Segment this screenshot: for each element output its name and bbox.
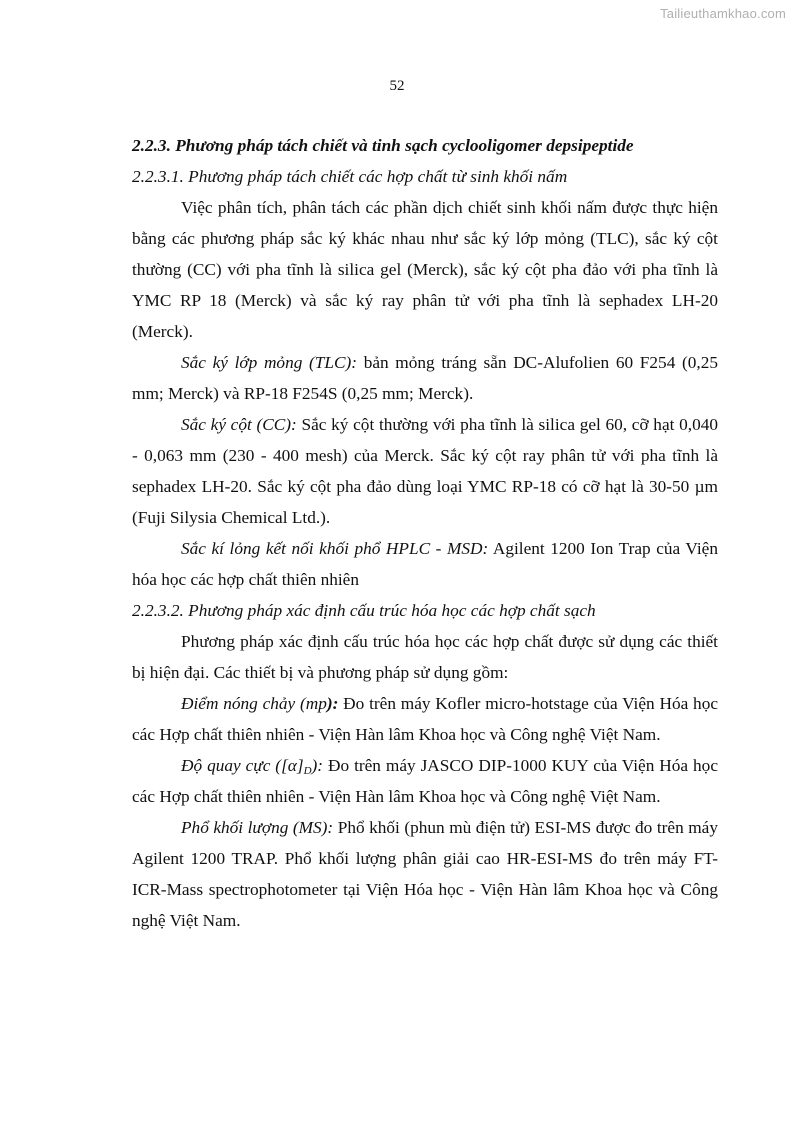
watermark: Tailieuthamkhao.com: [660, 6, 786, 21]
cc-text: Sắc ký cột thường với pha tĩnh là silica gel 60, cỡ hạt 0,040 - 0,063 mm (230 - 400 mesh) của Merck. Sắc ký cột ray phân tử với pha tĩnh là sephadex LH-20. Sắc ký cột pha đảo dùng loại YMC RP-18 có cỡ hạt là 30-50 µm (Fuji Silysia Chemical Ltd.).: [132, 415, 718, 527]
ms-label: Phổ khối lượng (MS):: [181, 818, 334, 837]
document-body: [132, 130, 718, 936]
paragraph-mass-spec: [132, 812, 718, 936]
paragraph-cc: [132, 409, 718, 533]
mp-label: Điểm nóng chảy (mp: [181, 694, 327, 713]
rotation-label-end: ):: [311, 756, 324, 775]
subsection-heading-extraction: 2.2.3.1. Phương pháp tách chiết các hợp chất từ sinh khối nấm: [132, 167, 568, 186]
paragraph-hplc: [132, 533, 718, 595]
paragraph-intro: Việc phân tích, phân tách các phần dịch chiết sinh khối nấm được thực hiện bằng các phương pháp sắc ký khác nhau như sắc ký lớp mỏng (TLC), sắc ký cột thường (CC) với pha tĩnh là silica gel (Merck), sắc ký cột pha đảo với pha tĩnh là YMC RP 18 (Merck) và sắc ký ray phân tử với pha tĩnh là sephadex LH-20 (Merck).: [132, 198, 718, 341]
rotation-label: Độ quay cực ([α]: [181, 756, 304, 775]
ms-text: Phổ khối (phun mù điện tử) ESI-MS được đo trên máy Agilent 1200 TRAP. Phổ khối lượng phân giải cao HR-ESI-MS đo trên máy FT-ICR-Mass spectrophotometer tại Viện Hóa học - Viện Hàn lâm Khoa học và Công nghệ Việt Nam.: [132, 818, 718, 930]
paragraph-tlc: [132, 347, 718, 409]
paragraph-methods: Phương pháp xác định cấu trúc hóa học các hợp chất được sử dụng các thiết bị hiện đại. Các thiết bị và phương pháp sử dụng gồm:: [132, 632, 718, 682]
rotation-subscript: D: [303, 765, 312, 777]
rotation-text: Đo trên máy JASCO DIP-1000 KUY của Viện Hóa học các Hợp chất thiên nhiên - Viện Hàn lâm Khoa học và Công nghệ Việt Nam.: [132, 756, 718, 806]
hplc-label: Sắc kí lỏng kết nối khối phổ HPLC - MSD:: [181, 539, 489, 558]
subsection-heading-structure: 2.2.3.2. Phương pháp xác định cấu trúc hóa học các hợp chất sạch: [132, 601, 596, 620]
hplc-text: Agilent 1200 Ion Trap của Viện hóa học các hợp chất thiên nhiên: [132, 539, 718, 589]
paragraph-melting-point: [132, 688, 718, 750]
cc-label: Sắc ký cột (CC):: [181, 415, 297, 434]
page-number: 52: [389, 78, 405, 94]
section-heading: 2.2.3. Phương pháp tách chiết và tinh sạch cyclooligomer depsipeptide: [132, 136, 634, 155]
paragraph-optical-rotation: [132, 750, 718, 812]
tlc-text: bản mỏng tráng sẵn DC-Alufolien 60 F254 (0,25 mm; Merck) và RP-18 F254S (0,25 mm; Merck).: [132, 353, 718, 403]
mp-text: Đo trên máy Kofler micro-hotstage của Viện Hóa học các Hợp chất thiên nhiên - Viện Hàn lâm Khoa học và Công nghệ Việt Nam.: [132, 694, 718, 744]
mp-label-bold: ):: [326, 694, 339, 713]
tlc-label: Sắc ký lớp mỏng (TLC):: [181, 353, 358, 372]
